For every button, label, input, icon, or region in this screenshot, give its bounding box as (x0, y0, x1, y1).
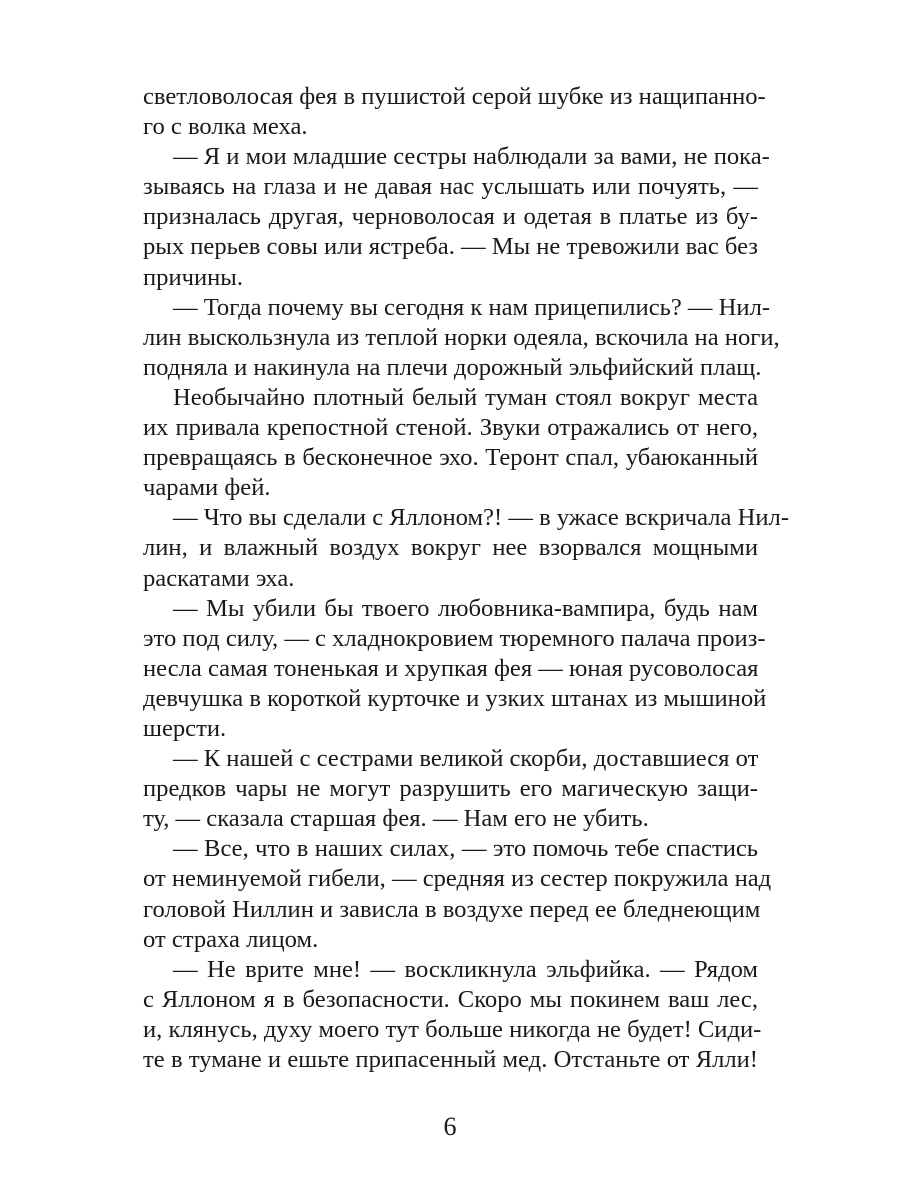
text-line: их привала крепостной стеной. Звуки отражались от него, (143, 414, 758, 442)
text-line: причины. (143, 263, 243, 291)
text-line: — Тогда почему вы сегодня к нам прицепились? — Нил- (173, 293, 771, 321)
text-line: головой Ниллин и зависла в воздухе перед ее бледнеющим (143, 895, 761, 923)
text-line: го с волка меха. (143, 113, 308, 141)
text-line: — Мы убили бы твоего любовника-вампира, будь нам (173, 594, 758, 622)
text-line: это под силу, — с хладнокровием тюремного палача произ- (143, 624, 766, 652)
page-number: 6 (443, 1112, 457, 1141)
body-text (143, 82, 790, 1075)
text-line: зываясь на глаза и не давая нас услышать или почуять, — (143, 173, 758, 201)
text-line: от неминуемой гибели, — средняя из сестер покружила над (143, 865, 772, 893)
text-line: девчушка в короткой курточке и узких штанах из мышиной (143, 684, 767, 712)
text-line: подняла и накинула на плечи дорожный эльфийский плащ. (143, 353, 762, 381)
text-line: от страха лицом. (143, 925, 319, 953)
text-line: и, клянусь, духу моего тут больше никогда не будет! Сиди- (143, 1015, 762, 1043)
text-line: ту, — сказала старшая фея. — Нам его не убить. (143, 805, 649, 833)
text-line: те в тумане и ешьте припасенный мед. Отстаньте от Ялли! (143, 1046, 758, 1073)
text-line: лин, и влажный воздух вокруг нее взорвался мощными (143, 534, 758, 562)
text-line: — К нашей с сестрами великой скорби, доставшиеся от (173, 745, 759, 773)
text-line: — Что вы сделали с Яллоном?! — в ужасе вскричала Нил- (173, 504, 790, 532)
text-line: светловолосая фея в пушистой серой шубке из нащипанно- (143, 83, 766, 110)
text-line: рых перьев совы или ястреба. — Мы не тревожили вас без (143, 233, 759, 261)
text-line: — Я и мои младшие сестры наблюдали за вами, не пока- (173, 143, 770, 171)
text-line: раскатами эха. (143, 564, 295, 592)
text-line: несла самая тоненькая и хрупкая фея — юная русоволосая (143, 654, 759, 682)
text-line: чарами фей. (143, 474, 271, 502)
text-line: — Все, что в наших силах, — это помочь тебе спастись (173, 835, 758, 863)
text-line: с Яллоном я в безопасности. Скоро мы покинем ваш лес, (143, 985, 758, 1013)
text-line: шерсти. (143, 714, 227, 742)
text-line: превращаясь в бесконечное эхо. Теронт спал, убаюканный (143, 444, 758, 472)
text-line: призналась другая, черноволосая и одетая в платье из бу- (143, 203, 758, 231)
text-line: предков чары не могут разрушить его магическую защи- (143, 775, 758, 803)
text-line: Необычайно плотный белый туман стоял вокруг места (173, 383, 758, 411)
text-line: — Не врите мне! — воскликнула эльфийка. — Рядом (173, 955, 758, 983)
text-line: лин выскользнула из теплой норки одеяла, вскочила на ноги, (143, 323, 780, 351)
